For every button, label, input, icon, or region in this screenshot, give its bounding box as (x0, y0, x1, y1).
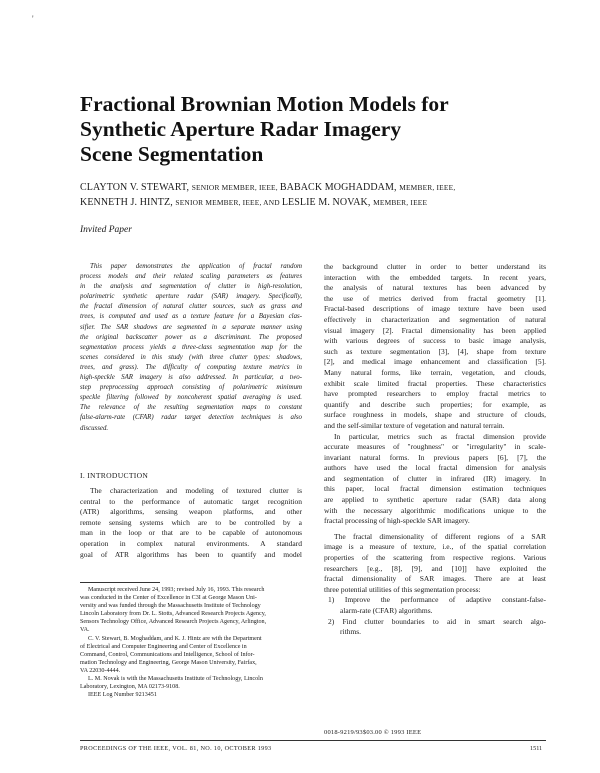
text-line: segmentation process yields a three-class segmentation map for the (80, 343, 302, 351)
body-paragraph (324, 432, 546, 527)
text-line: Fractal-based descriptions of image texture have been used (324, 304, 546, 314)
author-line (80, 195, 560, 210)
text-line: and segmentation of clutter in infrared (IR) imagery. In (324, 473, 546, 483)
footnote-line: L. M. Novak is with the Massachusetts Institute of Technology, Lincoln (88, 676, 263, 683)
body-paragraph (324, 532, 546, 596)
list-item (324, 595, 546, 616)
text-line: [2], and medical image enhancement and classification [5]. (324, 357, 546, 367)
text-line: speckle filtering followed by noncoherent spatial averaging is used. (80, 394, 302, 402)
text-line: researchers [e.g., [8], [9], and [10]] have exploited the (324, 563, 546, 573)
text-line: discussed. (80, 424, 109, 432)
footnote-line: mation Technology and Engineering, George Mason University, Fairfax, (80, 659, 257, 666)
text-line: the fractal dimension of natural clutter sources, such as grass and (80, 303, 302, 311)
page-number: 1511 (530, 745, 543, 752)
text-line: authors have used the local fractal dimension for analysis (324, 463, 546, 473)
list-item-line: 2) Find clutter boundaries to aid in smart search algo- (328, 616, 546, 626)
text-line: with various degrees of success to basic image analysis, (324, 336, 546, 346)
text-line: sifier. The SAR shadows are segmented in a separate manner using (80, 323, 302, 331)
text-line: interaction with the embedded targets. In recent years, (324, 272, 546, 282)
text-line: step preprocessing approach consisting of polarimetric minimum (80, 384, 302, 392)
footnote-line: versity and was funded through the Massachusetts Institute of Technology (80, 603, 261, 610)
text-line: fractal dimensionality of SAR images. There are at least (324, 574, 546, 584)
footnote-line: VA. (80, 627, 90, 634)
footnote (80, 586, 302, 699)
author-grade: MEMBER, IEEE (373, 198, 428, 207)
section-heading: I. INTRODUCTION (80, 471, 149, 480)
abstract (80, 262, 302, 434)
text-line: visual imagery [2]. Fractal dimensionality has been applied (324, 325, 546, 335)
footnote-line: Laboratory, Lexington, MA 02173-9108. (80, 684, 180, 691)
author-name: CLAYTON V. STEWART, (80, 182, 192, 193)
text-line: The relevance of the resulting segmentation maps to constant (80, 404, 302, 412)
text-line: Many natural forms, like terrain, vegetation, and clouds, (324, 367, 546, 377)
text-line: are applied to synthetic aperture radar (SAR) data along (324, 495, 546, 505)
author-name: KENNETH J. HINTZ, (80, 197, 176, 208)
title-line: Scene Segmentation (80, 142, 264, 166)
title-line: Synthetic Aperture Radar Imagery (80, 117, 402, 141)
footnote-paragraph (80, 675, 302, 691)
text-line: The fractal dimensionality of different regions of a SAR (334, 531, 546, 541)
list-item (324, 617, 546, 638)
text-line: high-speckle SAR imagery is also addressed. In particular, a two- (80, 374, 302, 382)
text-line: have prompted researchers to employ fractal metrics to (324, 389, 546, 399)
text-line: in the analysis and segmentation of clutter in high-resolution, (80, 283, 302, 291)
text-line: the original backscatter power as a discriminant. The proposed (80, 333, 302, 341)
text-line: exhibit scale limited fractal properties. These characteristics (324, 378, 546, 388)
text-line: This paper demonstrates the application of fractal random (90, 263, 302, 270)
text-line: false-alarm-rate (CFAR) radar target detection techniques is also (80, 414, 302, 422)
text-line: fractal processing of high-speckle SAR imagery. (324, 516, 470, 526)
author-list (80, 180, 560, 210)
text-line: this paper, local fractal dimension estimation techniques (324, 484, 546, 494)
text-line: goal of ATR algorithms has been to quantify and model (80, 549, 302, 559)
text-line: with the necessary algorithmic modifications unique to the (324, 505, 546, 515)
text-line: accurate measures of "roughness" or "irregularity" in scale- (324, 442, 546, 452)
paper-title (80, 92, 550, 167)
right-column (324, 262, 546, 638)
footnote-line: IEEE Log Number 9213451 (88, 692, 157, 699)
text-line: and the self-similar texture of vegetation and natural terrain. (324, 420, 505, 430)
footnote-paragraph (80, 635, 302, 675)
body-paragraph (324, 262, 546, 432)
author-name: LESLIE M. NOVAK, (281, 197, 374, 208)
author-grade: SENIOR MEMBER, IEEE, AND (175, 198, 282, 207)
text-line: (ATR) algorithms, sensing weapon platforms, and other (80, 507, 302, 517)
footnote-line: Manuscript received June 24, 1993; revised July 16, 1993. This research (88, 587, 265, 593)
text-line: In particular, metrics such as fractal dimension provide (334, 431, 546, 441)
text-line: the background clutter in order to better understand its (324, 262, 546, 271)
author-grade: SENIOR MEMBER, IEEE, (191, 183, 280, 192)
footnote-paragraph (80, 691, 302, 699)
text-line: trees, is computed and used as a texture feature for a Bayesian clas- (80, 313, 302, 321)
footnote-line: was conducted in the Center of Excellence in C3I at George Mason Uni- (80, 595, 257, 602)
footnote-line: Lincoln Laboratory from Dr. L. Stotts, Advanced Research Projects Agency, (80, 611, 266, 618)
text-line: trees, and grass). The difficulty of computing texture metrics in (80, 363, 302, 371)
text-line: the use of metrics derived from fractal geometry [1]. (324, 293, 546, 303)
list-item-line: rithms. (340, 627, 362, 637)
text-line: invariant natural forms. In previous papers [6], [7], the (324, 452, 546, 462)
text-line: The characterization and modeling of textured clutter is (90, 486, 302, 495)
text-line: remote sensing systems which are to be controlled by a (80, 517, 302, 527)
invited-paper-label: Invited Paper (80, 225, 132, 235)
corner-mark: ' (32, 14, 34, 24)
text-line: process models and their related scaling parameters as features (80, 273, 302, 281)
list-item-line: alarm-rate (CFAR) algorithms. (340, 606, 433, 615)
footnote-line: Command, Control, Communications and Intelligence, School of Infor- (80, 651, 255, 658)
text-line: the analysis of natural textures has been advanced by (324, 283, 546, 293)
text-line: effectively in characterization and segmentation of natural (324, 314, 546, 324)
author-line (80, 180, 560, 195)
text-line: such as texture segmentation [3], [4], shape from texture (324, 346, 546, 356)
intro-paragraph (80, 486, 302, 560)
copyright-line: 0018-9219/93$03.00 © 1993 IEEE (324, 729, 422, 736)
list-item-line: 1) Improve the performance of adaptive constant-false- (328, 595, 546, 605)
footnote-rule (80, 582, 160, 583)
footnote-line: of Electrical and Computer Engineering and Center of Excellence in (80, 643, 247, 650)
journal-citation: PROCEEDINGS OF THE IEEE, VOL. 81, NO. 10, OCTOBER 1993 (80, 745, 272, 752)
text-line: man in the loop or that are to be capable of autonomous (80, 528, 302, 538)
footer-rule (80, 740, 546, 741)
text-line: scenes considered in this study (with three clutter types: shadows, (80, 353, 302, 361)
text-line: image is a measure of texture, i.e., of the spatial correlation (324, 542, 546, 552)
footnote-paragraph (80, 586, 302, 635)
footnote-line: C. V. Stewart, B. Moghaddam, and K. J. Hintz are with the Department (88, 635, 262, 642)
title-line: Fractional Brownian Motion Models for (80, 92, 449, 116)
footnote-line: VA 22030-4444. (80, 667, 121, 674)
author-grade: MEMBER, IEEE, (399, 183, 456, 192)
text-line: central to the performance of automatic target recognition (80, 496, 302, 506)
text-line: surface roughness in models, shape and structure of clouds, (324, 410, 546, 420)
text-line: polarimetric synthetic aperture radar (SAR) imagery. Specifically, (80, 293, 302, 301)
author-name: BABACK MOGHADDAM, (279, 182, 400, 193)
footnote-line: Sensors Technology Office, Advanced Research Projects Agency, Arlington, (80, 619, 267, 626)
text-line: operation in complex natural environments. A standard (80, 538, 302, 548)
text-line: three potential utilities of this segmentation process: (324, 584, 481, 594)
text-line: properties of the scattering from respective regions. Various (324, 553, 546, 563)
text-line: quantify and describe such properties; for example, as (324, 399, 546, 409)
